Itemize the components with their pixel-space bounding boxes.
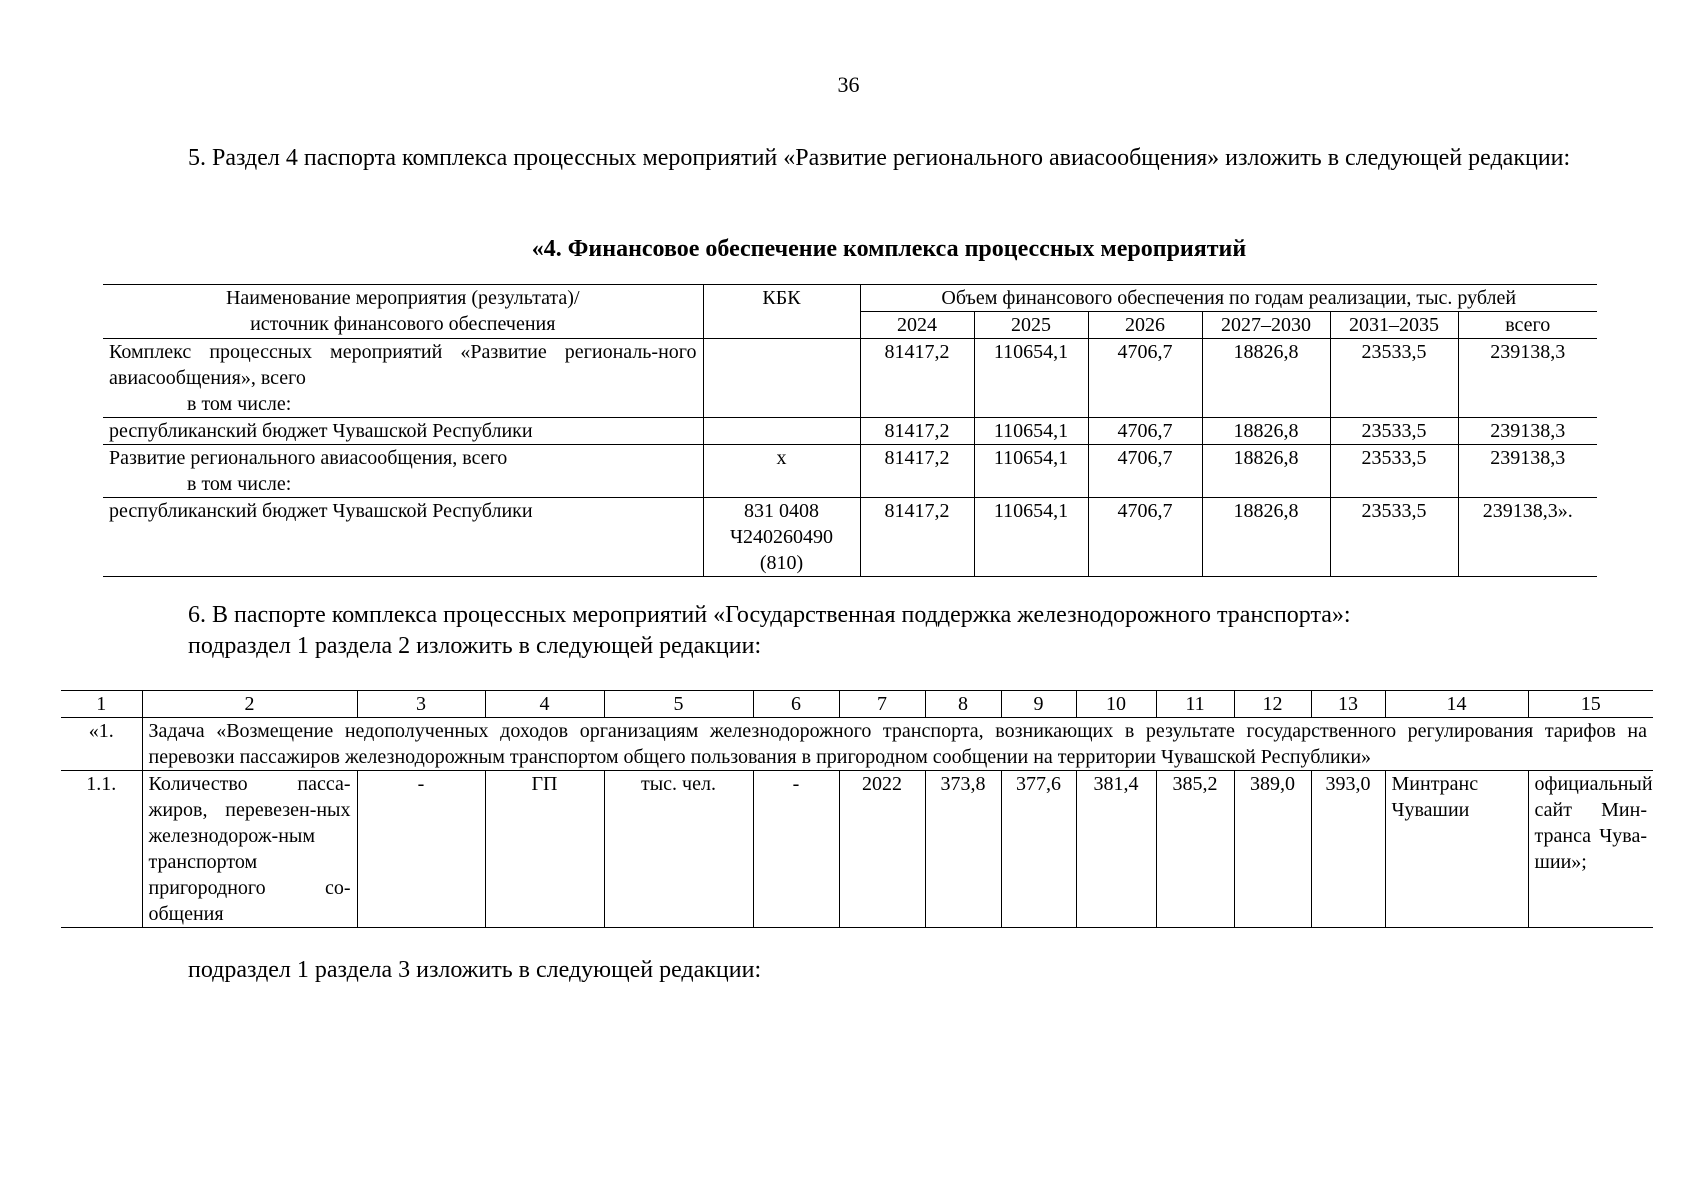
indicators-table	[61, 690, 1653, 928]
section-heading: «4. Финансовое обеспечение комплекса процессных мероприятий	[531, 236, 1247, 262]
paragraph-5: 5. Раздел 4 паспорта комплекса процессных мероприятий «Развитие регионального авиасообщения» изложить в следующей редакции:	[188, 145, 1571, 171]
row-kbk-cell	[703, 498, 860, 577]
value-cell: 110654,1	[974, 339, 1088, 418]
year-col: 2027–2030	[1202, 312, 1330, 339]
row-kbk	[703, 418, 860, 445]
cell-11: 385,2	[1156, 771, 1234, 928]
header-name-line2: источник финансового обеспечения	[250, 313, 556, 335]
row-kbk	[703, 339, 860, 418]
header-name-line1: Наименование мероприятия (результата)/	[225, 287, 580, 309]
row-name: Развитие регионального авиасообщения, всего	[109, 447, 508, 469]
table-row	[103, 445, 1597, 498]
kbk-line: (810)	[759, 552, 804, 574]
value-cell: 23533,5	[1330, 445, 1458, 498]
cell-8: 373,8	[925, 771, 1001, 928]
col-number: 3	[357, 691, 485, 718]
value-cell: 110654,1	[974, 445, 1088, 498]
column-number-row	[61, 691, 1653, 718]
task-text: Задача «Возмещение недополученных доходов организациям железнодорожного транспорта, возникающих в результате государственного регулирования тарифов на перевозки пассажиров железнодорожным транспортом общего пользования в пригородном сообщении на территории Чувашской Республики»	[142, 718, 1653, 771]
col-number: 9	[1001, 691, 1076, 718]
year-col: всего	[1458, 312, 1597, 339]
value-cell: 18826,8	[1202, 418, 1330, 445]
paragraph-6-line1: 6. В паспорте комплекса процессных мероприятий «Государственная поддержка железнодорожного транспорта»:	[188, 602, 1351, 628]
header-kbk: КБК	[703, 285, 860, 339]
col-number: 14	[1385, 691, 1528, 718]
page-number: 36	[837, 72, 860, 97]
table-row	[103, 418, 1597, 445]
value-cell: 23533,5	[1330, 418, 1458, 445]
finance-table	[103, 284, 1597, 577]
kbk-line: 831 0408	[744, 500, 819, 522]
value-cell: 18826,8	[1202, 498, 1330, 577]
header-name-cell	[103, 285, 703, 339]
row-name-cell	[103, 339, 703, 418]
paragraph-6-line2: подраздел 1 раздела 2 изложить в следующей редакции:	[188, 633, 762, 659]
col-number: 13	[1311, 691, 1385, 718]
table-row	[103, 339, 1597, 418]
col-number: 6	[753, 691, 839, 718]
row-name: республиканский бюджет Чувашской Республики	[103, 418, 703, 445]
cell-5: тыс. чел.	[604, 771, 753, 928]
col-number: 5	[604, 691, 753, 718]
task-number: «1.	[61, 718, 142, 771]
col-number: 12	[1234, 691, 1311, 718]
cell-7: 2022	[839, 771, 925, 928]
value-cell: 81417,2	[860, 498, 974, 577]
col-number: 15	[1528, 691, 1653, 718]
value-cell: 81417,2	[860, 445, 974, 498]
value-cell: 110654,1	[974, 418, 1088, 445]
value-cell: 4706,7	[1088, 418, 1202, 445]
value-cell: 239138,3».	[1458, 498, 1597, 577]
value-cell: 18826,8	[1202, 339, 1330, 418]
row-sub: в том числе:	[187, 473, 292, 495]
table-row	[61, 771, 1653, 928]
row-kbk: х	[703, 445, 860, 498]
cell-13: 393,0	[1311, 771, 1385, 928]
task-row	[61, 718, 1653, 771]
cell-3: -	[357, 771, 485, 928]
value-cell: 239138,3	[1458, 339, 1597, 418]
value-cell: 4706,7	[1088, 498, 1202, 577]
value-cell: 110654,1	[974, 498, 1088, 577]
cell-4: ГП	[485, 771, 604, 928]
value-cell: 23533,5	[1330, 498, 1458, 577]
value-cell: 4706,7	[1088, 445, 1202, 498]
cell-12: 389,0	[1234, 771, 1311, 928]
row-number: 1.1.	[61, 771, 142, 928]
value-cell: 4706,7	[1088, 339, 1202, 418]
value-cell: 81417,2	[860, 418, 974, 445]
year-col: 2026	[1088, 312, 1202, 339]
row-name: республиканский бюджет Чувашской Республики	[103, 498, 703, 577]
col-number: 4	[485, 691, 604, 718]
col-number: 11	[1156, 691, 1234, 718]
cell-6: -	[753, 771, 839, 928]
year-col: 2031–2035	[1330, 312, 1458, 339]
value-cell: 23533,5	[1330, 339, 1458, 418]
row-sub: в том числе:	[187, 393, 292, 415]
value-cell: 18826,8	[1202, 445, 1330, 498]
paragraph-7: подраздел 1 раздела 3 изложить в следующей редакции:	[188, 957, 762, 983]
year-col: 2024	[860, 312, 974, 339]
table-row	[103, 498, 1597, 577]
row-name-cell	[103, 445, 703, 498]
indicator-name: Количество пасса-жиров, перевезен-ных железнодорож-ным транспортом пригородного со-общения	[142, 771, 357, 928]
responsible-cell: Минтранс Чувашии	[1385, 771, 1528, 928]
source-cell: официальный сайт Мин-транса Чува-шии»;	[1528, 771, 1653, 928]
cell-9: 377,6	[1001, 771, 1076, 928]
row-name: Комплекс процессных мероприятий «Развитие региональ-ного авиасообщения», всего	[109, 341, 697, 389]
col-number: 1	[61, 691, 142, 718]
col-number: 7	[839, 691, 925, 718]
kbk-line: Ч240260490	[730, 526, 833, 548]
value-cell: 239138,3	[1458, 418, 1597, 445]
value-cell: 81417,2	[860, 339, 974, 418]
col-number: 10	[1076, 691, 1156, 718]
col-number: 8	[925, 691, 1001, 718]
col-number: 2	[142, 691, 357, 718]
cell-10: 381,4	[1076, 771, 1156, 928]
header-volume: Объем финансового обеспечения по годам реализации, тыс. рублей	[860, 285, 1597, 312]
year-col: 2025	[974, 312, 1088, 339]
value-cell: 239138,3	[1458, 445, 1597, 498]
